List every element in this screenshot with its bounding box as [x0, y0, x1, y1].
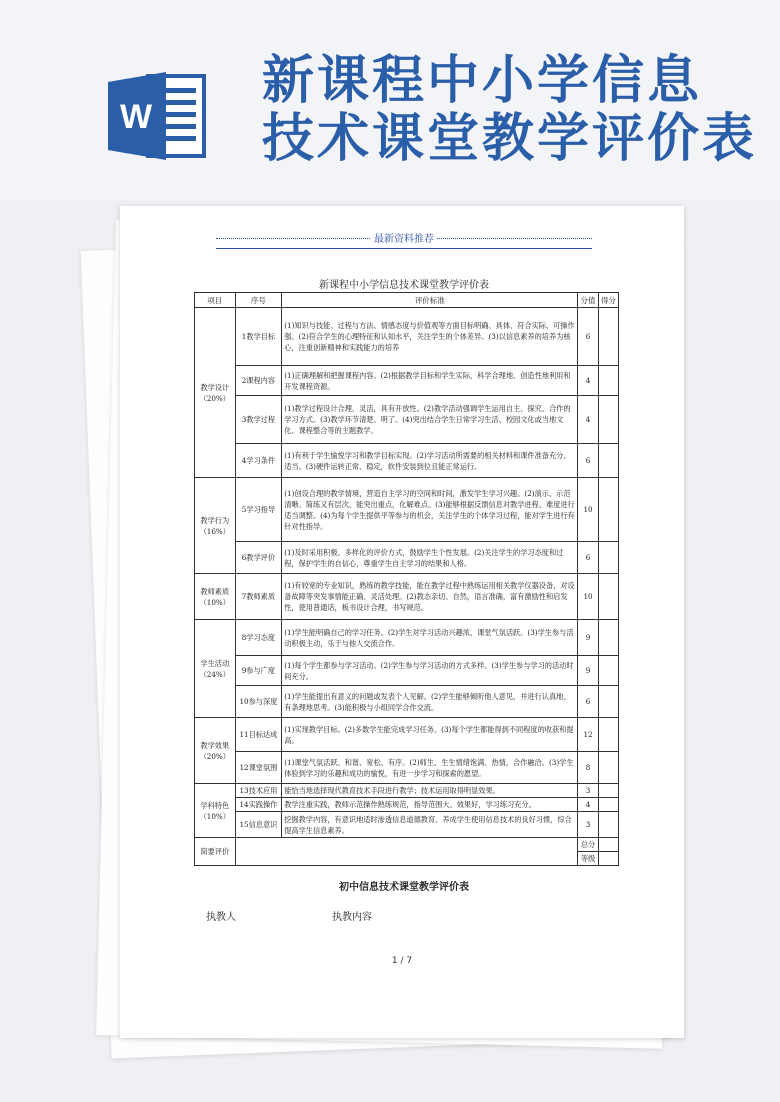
table-row: [195, 396, 619, 444]
row-score: 12: [578, 718, 598, 752]
row-seq: 12课堂氛围: [235, 752, 282, 784]
row-got: [598, 542, 618, 574]
page-number: 1 / 7: [391, 956, 413, 966]
row-got: [598, 620, 618, 656]
brief-comment-area: [235, 838, 578, 866]
evaluation-table: [194, 292, 619, 866]
row-got: [598, 396, 618, 444]
row-score: 3: [578, 812, 598, 838]
row-criteria: (1)创设合理的教学情境，营造自主学习的空间和时间，激发学生学习兴趣。(2)演示、示范清晰、简练又有层次，能突出重点，化解难点。(3)能够根据反馈信息对教学进程、难度进行适当调整。(4)为每个学生提供平等参与的机会，关注学生的个体学习过程，能对学生进行有针对性指导。: [282, 478, 578, 542]
banner: [0, 0, 780, 200]
table-row: [195, 656, 619, 686]
row-criteria: (1)课堂气氛活跃、和谐、宽松、有序。(2)师生、生生情绪饱满、热情，合作融洽。(3)学生体验到学习的乐趣和成功的愉悦，有进一步学习和探索的愿望。: [282, 752, 578, 784]
row-criteria: (1)实现教学目标。(2)多数学生能完成学习任务。(3)每个学生都能得到不同程度的收获和提高。: [282, 718, 578, 752]
row-seq: 4学习条件: [235, 444, 282, 478]
row-criteria: (1)知识与技能、过程与方法、情感态度与价值观等方面目标明确、具体、符合实际、可操作强。(2)符合学生的心理特征和认知水平，关注学生的个体差异。(3)以信息素养的培养为核心，注重创新精神和实践能力的培养: [282, 308, 578, 366]
row-got: [598, 574, 618, 620]
row-criteria: 教学注重实践，教师示范操作熟练规范，指导范围大、效果好，学习练习充分。: [282, 798, 578, 812]
row-score: 10: [578, 478, 598, 542]
table-row: [195, 686, 619, 718]
total-row: [195, 838, 619, 852]
row-seq: 13技术应用: [235, 784, 282, 798]
row-criteria: (1)学生能明确自己的学习任务。(2)学生对学习活动兴趣浓、课堂气氛活跃。(3)学生参与活动积极主动，乐于与他人交流合作。: [282, 620, 578, 656]
title-line-2: 技术课堂教学评价表: [262, 109, 758, 169]
row-got: [598, 784, 618, 798]
row-seq: 15信息意识: [235, 812, 282, 838]
row-score: 10: [578, 574, 598, 620]
header-criteria: 评价标准: [282, 293, 578, 308]
table-row: [195, 718, 619, 752]
row-got: [598, 366, 618, 396]
row-score: 6: [578, 686, 598, 718]
category-activity: 学生活动 （24%）: [195, 620, 236, 718]
total-value: [598, 838, 618, 852]
content-label: 执教内容: [332, 912, 372, 923]
row-criteria: (1)有利于学生愉悦学习和教学目标实现。(2)学习活动所需要的相关材料和课件准备充分、适当。(3)硬件运转正常、稳定，软件安装到位且能正常运行。: [282, 444, 578, 478]
row-got: [598, 752, 618, 784]
row-seq: 1教学目标: [235, 308, 282, 366]
table-row: [195, 478, 619, 542]
category-quality: 教师素质 （10%）: [195, 574, 236, 620]
row-criteria: (1)每个学生都参与学习活动。(2)学生参与学习活动的方式多样。(3)学生参与学习的活动时间充分。: [282, 656, 578, 686]
table-row: [195, 812, 619, 838]
table-row: [195, 542, 619, 574]
row-seq: 10参与深度: [235, 686, 282, 718]
row-seq: 9参与广度: [235, 656, 282, 686]
table-row: [195, 784, 619, 798]
table-row: [195, 308, 619, 366]
row-seq: 14实践操作: [235, 798, 282, 812]
table-title: 新课程中小学信息技术课堂教学评价表: [319, 280, 489, 291]
table-row: [195, 620, 619, 656]
header-got: 得分: [598, 293, 618, 308]
row-seq: 8学习态度: [235, 620, 282, 656]
row-got: [598, 478, 618, 542]
row-seq: 5学习指导: [235, 478, 282, 542]
row-score: 6: [578, 542, 598, 574]
row-score: 4: [578, 366, 598, 396]
row-got: [598, 798, 618, 812]
table-row: [195, 798, 619, 812]
grade-label: 等级: [578, 852, 598, 866]
total-label: 总分: [578, 838, 598, 852]
word-icon: [108, 68, 208, 164]
grade-value: [598, 852, 618, 866]
row-criteria: 能恰当地选择现代教育技术手段进行教学；技术运用取得明显效果。: [282, 784, 578, 798]
category-behavior: 教学行为 （16%）: [195, 478, 236, 574]
header-score: 分值: [578, 293, 598, 308]
second-title: 初中信息技术课堂教学评价表: [339, 882, 469, 893]
table-row: [195, 444, 619, 478]
row-criteria: 挖掘教学内容，有意识地适时渗透信息道德教育、养成学生使用信息技术的良好习惯，综合提高学生信息素养。: [282, 812, 578, 838]
row-seq: 7教师素质: [235, 574, 282, 620]
row-score: 8: [578, 752, 598, 784]
row-seq: 11目标达成: [235, 718, 282, 752]
header-seq: 序号: [235, 293, 282, 308]
document-page: [120, 206, 684, 1038]
row-seq: 3教学过程: [235, 396, 282, 444]
table-row: [195, 752, 619, 784]
row-score: 6: [578, 444, 598, 478]
row-criteria: (1)及时采用积极、多样化的评价方式，鼓励学生个性发展。(2)关注学生的学习态度和过程，保护学生的自信心，尊重学生自主学习的结果和人格。: [282, 542, 578, 574]
row-score: 4: [578, 396, 598, 444]
row-score: 3: [578, 784, 598, 798]
teacher-label: 执教人: [206, 912, 236, 923]
row-criteria: (1)教学过程设计合理、灵活，具有开放性。(2)教学活动强调学生运用自主、探究、合作的学习方式。(3)教学环节清楚、明了。(4)突出结合学生日常学习生活、校园文化或当地文化、课程整合等的主题教学。: [282, 396, 578, 444]
recommend-text: 最新资料推荐: [371, 234, 437, 245]
row-got: [598, 656, 618, 686]
word-icon-letter: W: [119, 98, 153, 136]
category-brief: 简要评价: [195, 838, 236, 866]
banner-title: [262, 52, 757, 168]
row-criteria: (1)正确理解和把握课程内容。(2)根据教学目标和学生实际，科学合理地、创造性地利用和开发课程资源。: [282, 366, 578, 396]
row-got: [598, 308, 618, 366]
category-effect: 教学效果 （20%）: [195, 718, 236, 784]
row-criteria: (1)学生能提出有意义的问题或发表个人见解。(2)学生能够倾听他人意见，并进行认真地、有条理地思考。(3)能积极与小组同学合作交流。: [282, 686, 578, 718]
title-line-1: 新课程中小学信息: [262, 51, 703, 111]
category-feature: 学科特色 （10%）: [195, 784, 236, 838]
row-got: [598, 812, 618, 838]
row-criteria: (1)有较宽的专业知识，熟练的教学技能，能在教学过程中熟练运用相关教学仪器设备，对设备故障等突发事情能正确、灵活处理。(2)教态亲切、自然，语言准确，富有激励性和启发性，使用普通话，板书设计合理，书写规范。: [282, 574, 578, 620]
row-seq: 6教学评价: [235, 542, 282, 574]
row-seq: 2课程内容: [235, 366, 282, 396]
row-score: 6: [578, 308, 598, 366]
category-design: 教学设计 （20%）: [195, 308, 236, 478]
row-got: [598, 444, 618, 478]
recommend-header: [216, 230, 592, 245]
table-row: [195, 366, 619, 396]
table-row: [195, 574, 619, 620]
row-got: [598, 718, 618, 752]
recommend-underline: [216, 248, 592, 249]
row-got: [598, 686, 618, 718]
table-header-row: [195, 293, 619, 308]
row-score: 9: [578, 656, 598, 686]
row-score: 9: [578, 620, 598, 656]
header-project: 项目: [195, 293, 236, 308]
row-score: 4: [578, 798, 598, 812]
